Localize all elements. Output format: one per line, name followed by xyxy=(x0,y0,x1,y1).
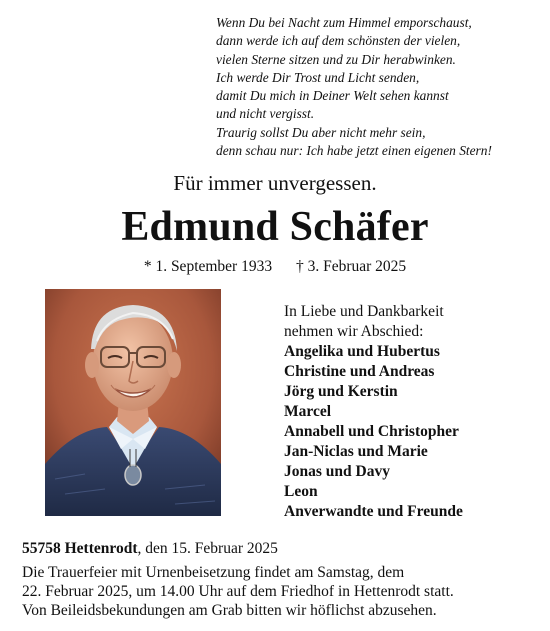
place-town: 55758 Hettenrodt xyxy=(22,540,138,557)
poem-line: Traurig sollst Du aber nicht mehr sein, xyxy=(216,124,426,140)
notice-line: Von Beileidsbekundungen am Grab bitten wir höflichst abzusehen. xyxy=(22,602,437,619)
mourner-name: Anverwandte und Freunde xyxy=(284,503,463,520)
poem-line: Wenn Du bei Nacht zum Himmel emporschaust, xyxy=(216,15,472,30)
mourners-list xyxy=(284,302,544,522)
poem-line: vielen Sterne sitzen und zu Dir herabwinken. xyxy=(216,51,456,67)
place-date: , den 15. Februar 2025 xyxy=(137,540,278,557)
birth-date: * 1. September 1933 xyxy=(143,258,273,275)
mourner-name: Jan-Niclas und Marie xyxy=(284,443,428,460)
place-and-date xyxy=(22,540,542,558)
notice-line: Die Trauerfeier mit Urnenbeisetzung findet am Samstag, dem xyxy=(22,564,405,581)
poem-line: und nicht vergisst. xyxy=(216,106,315,122)
portrait-photo xyxy=(45,289,221,516)
notice-line: 22. Februar 2025, um 14.00 Uhr auf dem Friedhof in Hettenrodt statt. xyxy=(22,583,454,600)
mourner-name: Leon xyxy=(284,483,318,500)
mourners-intro-line: nehmen wir Abschied: xyxy=(284,323,424,340)
mourners-intro-line: In Liebe und Dankbarkeit xyxy=(284,303,444,320)
mourner-name: Angelika und Hubertus xyxy=(284,343,440,360)
mourner-name: Annabell und Christopher xyxy=(284,423,459,440)
mourner-name: Jörg und Kerstin xyxy=(284,383,398,400)
death-date: † 3. Februar 2025 xyxy=(295,258,407,275)
poem-line: damit Du mich in Deiner Welt sehen kannst xyxy=(216,88,449,104)
mourner-name: Christine und Andreas xyxy=(284,363,435,380)
deceased-name: Edmund Schäfer xyxy=(121,204,429,250)
poem-line: denn schau nur: Ich habe jetzt einen eigenen Stern! xyxy=(216,143,492,159)
poem-line: Ich werde Dir Trost und Licht senden, xyxy=(216,69,420,85)
funeral-notice xyxy=(22,563,542,620)
poem xyxy=(216,14,542,160)
mourner-name: Jonas und Davy xyxy=(284,463,390,480)
tagline: Für immer unvergessen. xyxy=(173,171,377,195)
poem-line: dann werde ich auf dem schönsten der vielen, xyxy=(216,33,461,49)
mourner-name: Marcel xyxy=(284,403,332,420)
life-dates xyxy=(0,258,550,276)
